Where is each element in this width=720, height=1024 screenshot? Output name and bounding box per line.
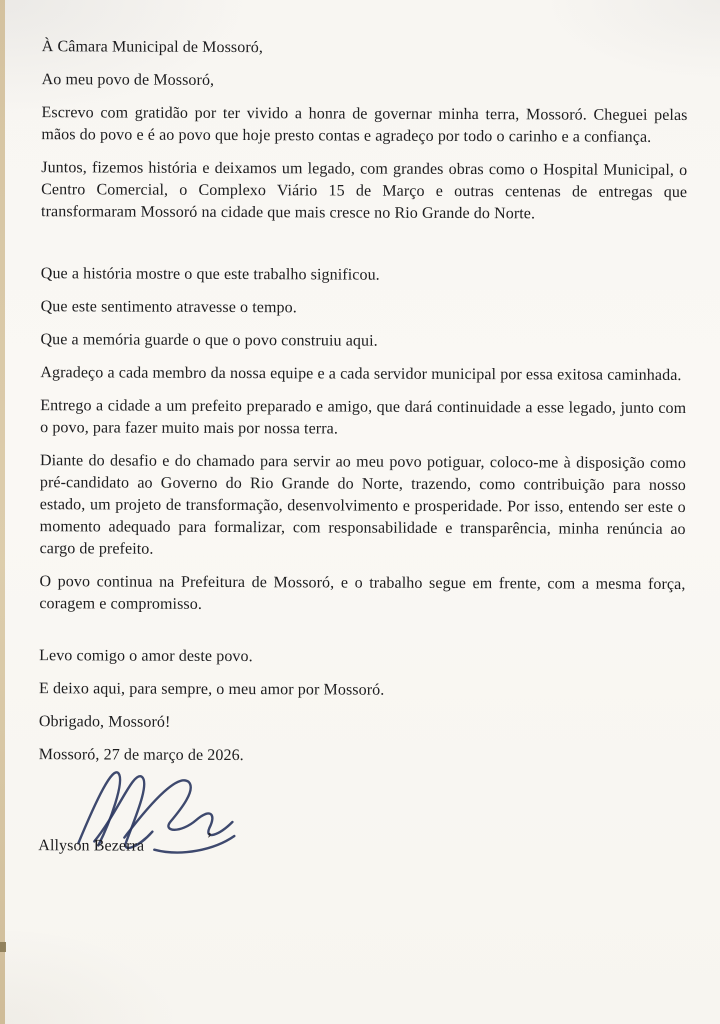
recipient-line-povo: Ao meu povo de Mossoró, [41,71,215,89]
signature-block [38,777,684,890]
paragraph-legacy: Juntos, fizemos história e deixamos um legado, com grandes obras como o Hospital Municipal, o Centro Comercial, o Complexo Viário 15 de Março e outras centenas de entregas que transformaram Mossoró na cidade que mais cresce no Rio Grande do Norte. [41,159,688,223]
closing-line-amor: Levo comigo o amor deste povo. [39,647,253,666]
signature-stray-mark: ’ [206,828,213,849]
wish-lines [40,263,686,354]
paragraph-thanks: Agradeço a cada membro da nossa equipe e a cada servidor municipal por essa exitosa caminhada. [40,364,682,384]
paragraph-gratitude: Escrevo com gratidão por ter vivido a honra de governar minha terra, Mossoró. Cheguei pelas mãos do povo e é ao povo que hoje presto contas e agradeço por todo o carinho e a confiança. [41,104,688,146]
closing-line-obrigado: Obrigado, Mossoró! [38,713,171,731]
page-edge-mark [0,942,6,952]
paragraph-resignation: Diante do desafio e do chamado para servir ao meu povo potiguar, coloco-me à disposição como pré-candidato ao Governo do Rio Grande do Norte, trazendo, como contribuição para nosso estado, um projeto de transformação, desenvolvimento e prosperidade. Por isso, entendo ser este o momento adequado para formalizar, com responsabilidade e transparência, minha renúncia ao cargo de prefeito. [39,452,687,558]
wish-line-historia: Que a história mostre o que este trabalho significou. [40,265,380,284]
wish-line-sentimento: Que este sentimento atravesse o tempo. [40,298,297,317]
wish-line-memoria: Que a memória guarde o que o povo construiu aqui. [40,331,378,350]
dateline: Mossoró, 27 de março de 2026. [38,746,244,765]
signature-name: Allyson Bezerra [38,837,145,855]
closing-line-deixo: E deixo aqui, para sempre, o meu amor por Mossoró. [38,680,385,699]
paragraph-handover: Entrego a cidade a um prefeito preparado e amigo, que dará continuidade a esse legado, junto com o povo, para fazer muito mais por nossa terra. [40,397,687,438]
closing-lines [39,645,685,736]
paragraph-continuity: O povo continua na Prefeitura de Mossoró, e o trabalho segue em frente, com a mesma força, coragem e compromisso. [39,573,686,613]
recipient-line-camara: À Câmara Municipal de Mossoró, [41,38,264,57]
